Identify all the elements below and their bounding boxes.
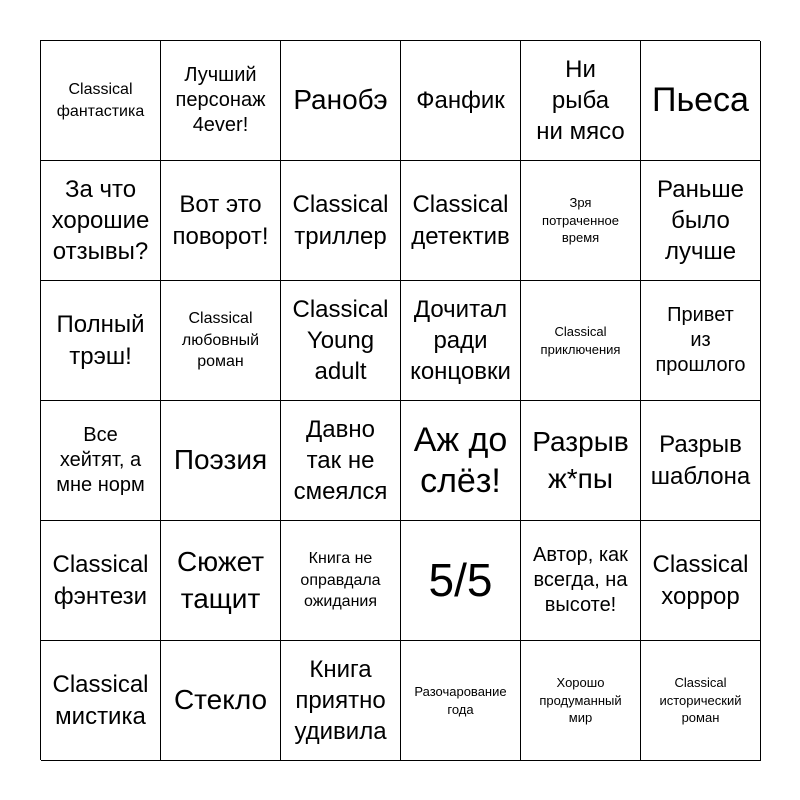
cell-label: Classical мистика	[52, 671, 149, 730]
cell-label: Автор, как всегда, на высоте!	[533, 544, 628, 616]
cell-label: Книга приятно удивила	[294, 655, 387, 746]
bingo-cell[interactable]	[641, 521, 761, 641]
bingo-cell[interactable]	[641, 41, 761, 161]
cell-label: Classical любовный роман	[181, 310, 260, 371]
cell-label: Пьеса	[652, 81, 749, 120]
bingo-cell[interactable]	[41, 41, 161, 161]
cell-label: Фанфик	[416, 86, 505, 114]
bingo-cell[interactable]	[281, 41, 401, 161]
bingo-cell[interactable]	[521, 521, 641, 641]
bingo-cell[interactable]	[161, 401, 281, 521]
cell-label: Classical триллер	[292, 191, 389, 250]
cell-label: Classical фантастика	[56, 80, 145, 120]
cell-label: 5/5	[428, 554, 493, 607]
bingo-cell[interactable]	[41, 641, 161, 761]
cell-label: За что хорошие отзывы?	[51, 175, 150, 266]
bingo-cell[interactable]	[521, 41, 641, 161]
cell-label: Привет из прошлого	[655, 304, 746, 376]
bingo-cell[interactable]	[161, 521, 281, 641]
bingo-cell[interactable]	[281, 161, 401, 281]
cell-label: Classical хоррор	[652, 551, 749, 610]
bingo-cell[interactable]	[641, 281, 761, 401]
cell-label: Стекло	[173, 684, 268, 716]
bingo-cell[interactable]	[281, 401, 401, 521]
cell-label: Вот это поворот!	[172, 191, 269, 250]
cell-label: Поэзия	[173, 444, 268, 476]
cell-label: Полный трэш!	[56, 311, 145, 370]
bingo-cell[interactable]	[41, 161, 161, 281]
cell-label: Книга не оправдала ожидания	[300, 550, 381, 611]
cell-label: Ранобэ	[293, 84, 388, 116]
cell-label: Ни рыба ни мясо	[536, 55, 625, 146]
bingo-cell[interactable]	[521, 401, 641, 521]
cell-label: Аж до слёз!	[413, 420, 508, 500]
bingo-cell[interactable]	[401, 281, 521, 401]
bingo-cell[interactable]	[401, 401, 521, 521]
cell-label: Хорошо продуманный мир	[539, 675, 622, 726]
bingo-cell[interactable]	[161, 281, 281, 401]
cell-label: Давно так не смеялся	[293, 415, 388, 506]
cell-label: Classical фэнтези	[52, 551, 149, 610]
cell-label: Раньше было лучше	[657, 175, 744, 266]
bingo-cell[interactable]	[281, 281, 401, 401]
bingo-cell[interactable]	[641, 641, 761, 761]
bingo-cell[interactable]	[401, 641, 521, 761]
bingo-cell[interactable]	[161, 41, 281, 161]
bingo-cell[interactable]	[161, 641, 281, 761]
cell-label: Classical приключения	[540, 323, 621, 357]
cell-label: Classical детектив	[411, 191, 510, 250]
bingo-cell[interactable]	[641, 161, 761, 281]
bingo-cell[interactable]	[521, 281, 641, 401]
cell-label: Дочитал ради концовки	[410, 295, 511, 386]
cell-label: Classical исторический роман	[659, 675, 742, 726]
cell-label: Сюжет тащит	[176, 546, 265, 614]
bingo-cell[interactable]	[401, 161, 521, 281]
bingo-cell[interactable]	[641, 401, 761, 521]
bingo-cell[interactable]	[41, 521, 161, 641]
bingo-board	[40, 40, 760, 760]
bingo-cell[interactable]	[521, 161, 641, 281]
bingo-cell[interactable]	[281, 521, 401, 641]
bingo-cell[interactable]	[281, 641, 401, 761]
bingo-free-cell[interactable]	[401, 521, 521, 641]
cell-label: Разочарование года	[414, 683, 507, 717]
cell-label: Classical Young adult	[292, 295, 389, 386]
bingo-cell[interactable]	[401, 41, 521, 161]
cell-label: Разрыв ж*пы	[532, 426, 629, 494]
cell-label: Лучший персонаж 4ever!	[175, 64, 266, 136]
cell-label: Разрыв шаблона	[650, 431, 751, 490]
bingo-cell[interactable]	[161, 161, 281, 281]
cell-label: Все хейтят, а мне норм	[56, 424, 145, 496]
cell-label: Зря потраченное время	[542, 195, 619, 246]
bingo-cell[interactable]	[41, 281, 161, 401]
bingo-cell[interactable]	[41, 401, 161, 521]
bingo-cell[interactable]	[521, 641, 641, 761]
